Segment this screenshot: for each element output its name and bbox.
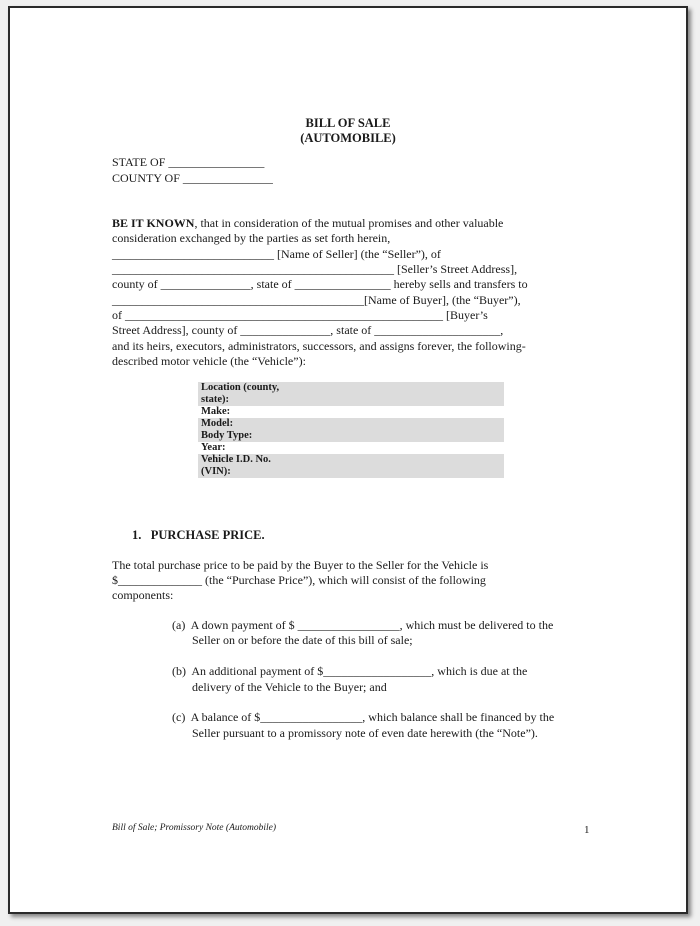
intro-line-2: consideration exchanged by the parties as set forth herein, (112, 231, 391, 245)
footer-title: Bill of Sale; Promissory Note (Automobile) (112, 823, 277, 833)
vehicle-field-label: Year: (201, 442, 226, 453)
vehicle-table (198, 382, 504, 478)
intro-line-5: county of _______________, state of ________________ hereby sells and transfers to (112, 277, 528, 291)
intro-line-8: Street Address], county of _______________, state of _____________________, (112, 323, 504, 337)
vehicle-table-row (198, 418, 504, 430)
item-a-line-1: (a) A down payment of $ _________________, which must be delivered to the (172, 618, 554, 632)
document-title: BILL OF SALE (305, 116, 391, 130)
vehicle-field-label: Location (county, (198, 382, 504, 394)
vehicle-field-label: Make: (201, 406, 231, 417)
county-line: COUNTY OF _______________ (112, 171, 273, 185)
intro-line-6: __________________________________________[Name of Buyer], (the “Buyer”), (112, 293, 521, 307)
page-number: 1 (584, 824, 590, 836)
document-subtitle: (AUTOMOBILE) (300, 131, 396, 145)
vehicle-table-row (198, 454, 504, 466)
price-line-1: The total purchase price to be paid by the Buyer to the Seller for the Vehicle is (112, 558, 489, 572)
intro-line-9: and its heirs, executors, administrators, successors, and assigns forever, the following- (112, 339, 526, 353)
intro-line-3: ___________________________ [Name of Seller] (the “Seller”), of (112, 247, 441, 261)
price-line-3: components: (112, 588, 174, 602)
item-c-line-1: (c) A balance of $_________________, which balance shall be financed by the (172, 710, 555, 724)
vehicle-table-row (198, 430, 504, 442)
state-line: STATE OF ________________ (112, 155, 265, 169)
vehicle-field-label: Vehicle I.D. No. (198, 454, 504, 466)
price-line-2: $______________ (the “Purchase Price”), which will consist of the following (112, 573, 486, 587)
intro-line-7: of _____________________________________________________ [Buyer’s (112, 308, 488, 322)
vehicle-table-row (198, 466, 504, 478)
intro-text-1: , that in consideration of the mutual promises and other valuable (194, 216, 504, 230)
vehicle-field-label: Body Type: (198, 430, 504, 442)
vehicle-table-row (198, 394, 504, 406)
intro-line-10: described motor vehicle (the “Vehicle”): (112, 354, 306, 368)
vehicle-table-row (198, 442, 504, 454)
be-it-known: BE IT KNOWN (112, 216, 195, 230)
vehicle-field-label: (VIN): (198, 466, 504, 478)
item-a-line-2: Seller on or before the date of this bill of sale; (192, 633, 413, 647)
item-b-line-1: (b) An additional payment of $__________________, which is due at the (172, 664, 528, 678)
vehicle-field-label: state): (198, 394, 504, 406)
vehicle-table-row (198, 382, 504, 394)
intro-line-4: _______________________________________________ [Seller’s Street Address], (112, 262, 518, 276)
vehicle-table-row (198, 406, 504, 418)
item-b-line-2: delivery of the Vehicle to the Buyer; and (192, 680, 387, 694)
document-page (8, 6, 688, 914)
vehicle-field-label: Model: (198, 418, 504, 430)
intro-line-1 (112, 216, 503, 230)
item-c-line-2: Seller pursuant to a promissory note of even date herewith (the “Note”). (192, 726, 538, 740)
section-1-heading: 1. PURCHASE PRICE. (132, 528, 265, 542)
